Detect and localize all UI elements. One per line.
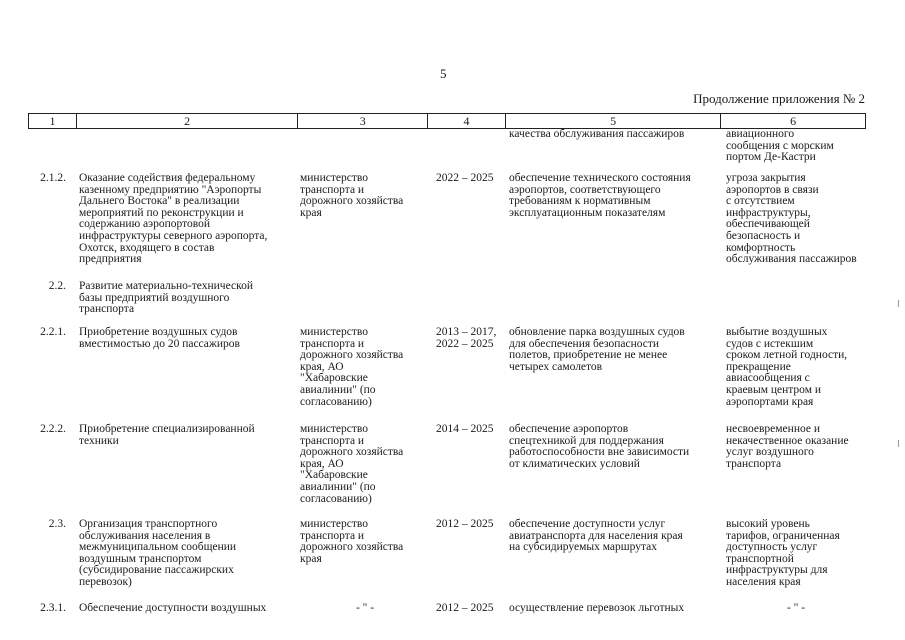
row-executor: министерство транспорта и дорожного хозяйства края: [300, 518, 404, 565]
row-result: обновление парка воздушных судов для обеспечения безопасности полетов, приобретение не менее четырех самолетов: [509, 326, 685, 373]
header-col-5: 5: [506, 114, 721, 128]
row-executor: министерство транспорта и дорожного хозяйства края, АО "Хабаровские авиалинии" (по согласованию): [300, 326, 404, 408]
row-name: Организация транспортного обслуживания населения в межмуниципальном сообщении воздушным транспортом (субсидирование пассажирских перевозок): [79, 518, 237, 588]
row-period: 2012 – 2025: [436, 518, 494, 530]
row-number: 2.2.2.: [40, 423, 66, 435]
row-number: 2.2.: [48, 280, 66, 292]
row-name: Приобретение специализированной техники: [79, 423, 255, 447]
row-name: Обеспечение доступности воздушных: [79, 602, 267, 614]
continuation-consequence: авиационного сообщения с морским портом Де-Кастри: [726, 128, 834, 164]
row-consequence: несвоевременное и некачественное оказание услуг воздушного транспорта: [726, 423, 849, 470]
row-result: обеспечение доступности услуг авиатранспорта для населения края на субсидируемых маршрутах: [509, 518, 683, 554]
row-period: 2012 – 2025: [436, 602, 494, 614]
row-executor: - " -: [355, 602, 375, 614]
row-consequence: выбытие воздушных судов с истекшим сроком летной годности, прекращение авиасообщения с краевым центром и аэропортами края: [726, 326, 848, 408]
row-number: 2.2.1.: [40, 326, 66, 338]
continuation-result: качества обслуживания пассажиров: [509, 128, 685, 140]
row-number: 2.3.1.: [40, 602, 66, 614]
row-executor: министерство транспорта и дорожного хозяйства края, АО "Хабаровские авиалинии" (по согласованию): [300, 423, 404, 505]
row-consequence: - " -: [786, 602, 806, 614]
scan-mark: [898, 300, 899, 307]
row-consequence: высокий уровень тарифов, ограниченная доступность услуг транспортной инфраструктуры для населения края: [726, 518, 840, 588]
page-number: 5: [440, 66, 447, 81]
row-number: 2.3.: [48, 518, 66, 530]
header-col-3: 3: [298, 114, 428, 128]
header-col-6: 6: [790, 114, 797, 128]
header-col-2: 2: [77, 114, 298, 128]
scan-mark: [898, 440, 899, 447]
row-result: обеспечение аэропортов спецтехникой для поддержания работоспособности вне зависимости от климатических условий: [509, 423, 690, 470]
row-name: Приобретение воздушных судов вместимостью до 20 пассажиров: [79, 326, 240, 350]
row-number: 2.1.2.: [40, 172, 66, 184]
row-period: 2022 – 2025: [436, 172, 494, 184]
row-executor: министерство транспорта и дорожного хозяйства края: [300, 172, 404, 219]
row-consequence: угроза закрытия аэропортов в связи с отсутствием инфраструктуры, обеспечивающей безопасность и комфортность обслуживания пассажиров: [726, 172, 857, 266]
row-period: 2014 – 2025: [436, 423, 494, 435]
row-period: 2013 – 2017, 2022 – 2025: [436, 326, 497, 350]
row-name: Развитие материально-технической базы предприятий воздушного транспорта: [79, 280, 253, 316]
header-col-1: 1: [29, 114, 77, 128]
annex-label: Продолжение приложения № 2: [693, 91, 865, 106]
row-result: осуществление перевозок льготных: [509, 602, 685, 614]
table-header: [28, 113, 866, 129]
row-result: обеспечение технического состояния аэропортов, соответствующего требованиям к нормативным эксплуатационным показателям: [509, 172, 691, 219]
row-name: Оказание содействия федеральному казенному предприятию "Аэропорты Дальнего Востока" в реализации мероприятий по реконструкции и содержанию аэропортовой инфраструктуры северного аэропорта, Охотск, входящего в состав предприятия: [79, 172, 268, 266]
header-col-4: 4: [428, 114, 506, 128]
